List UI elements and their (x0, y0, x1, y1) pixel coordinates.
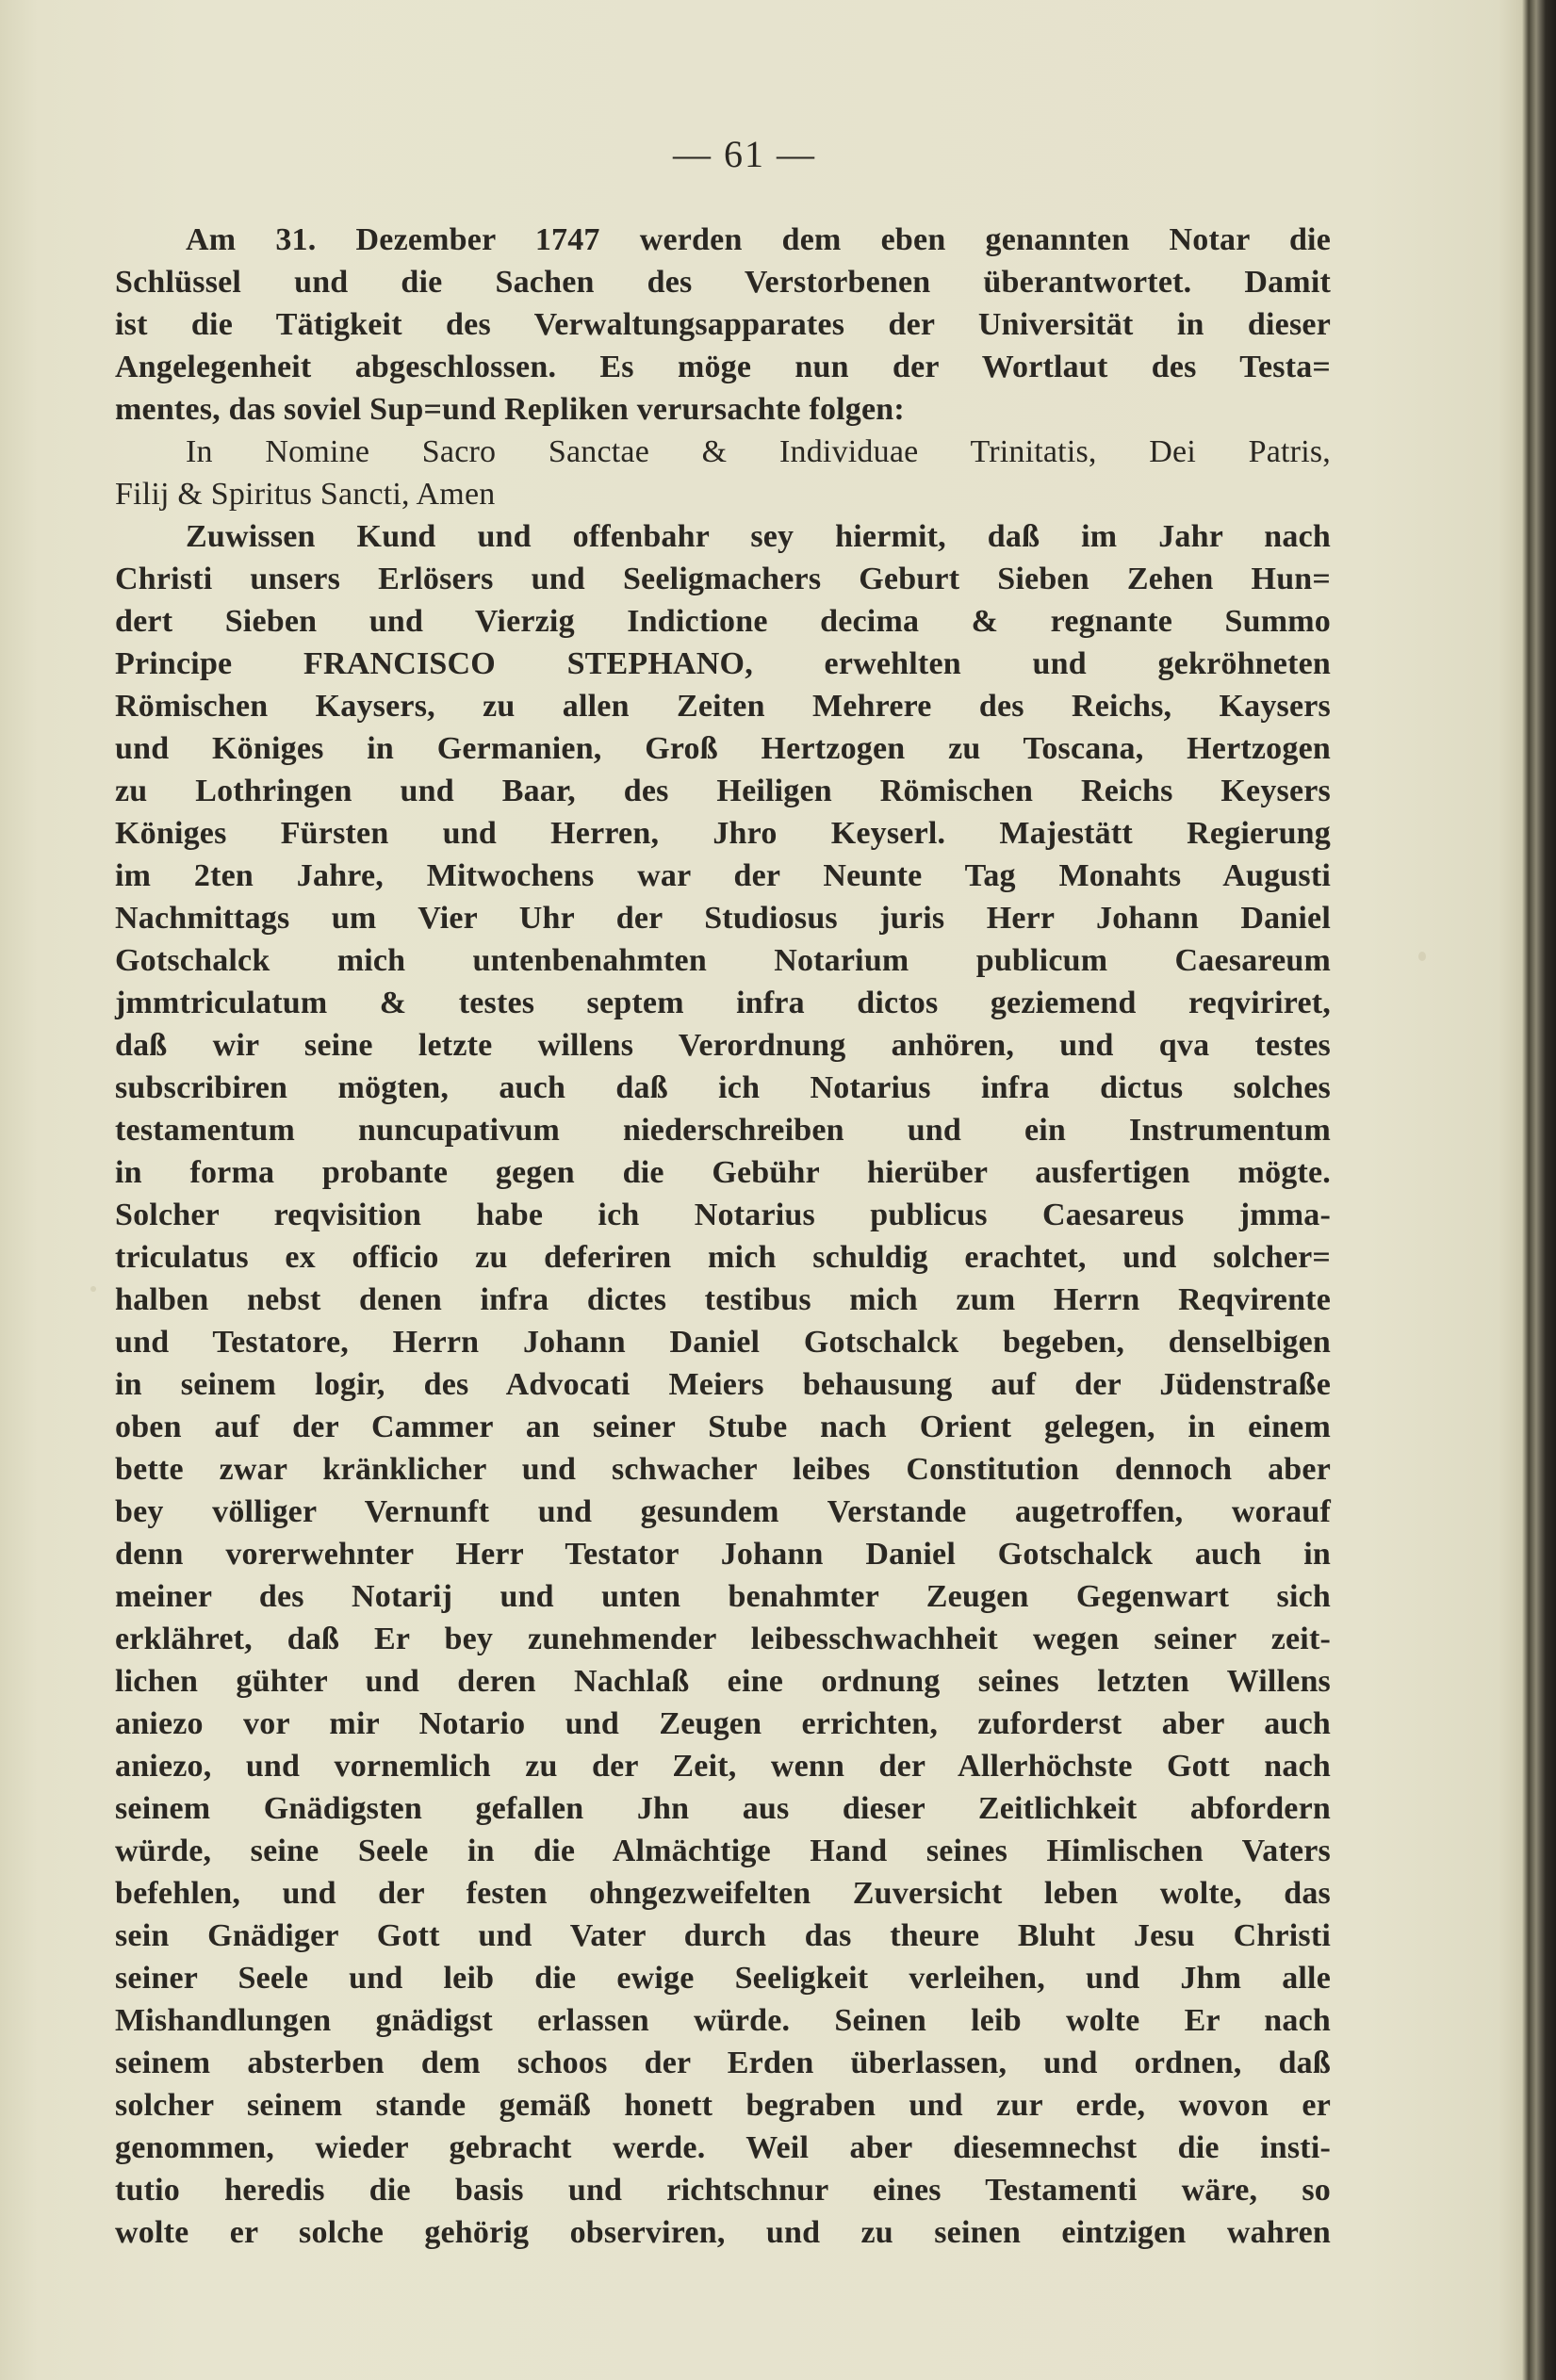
text-line: zu Lothringen und Baar, des Heiligen Römischen Reichs Keysers (115, 774, 1331, 808)
text-line: ist die Tätigkeit des Verwaltungsapparates der Universität in dieser (115, 307, 1331, 342)
text-line: halben nebst denen infra dictes testibus mich zum Herrn Reqvirente (115, 1282, 1331, 1317)
text-line: und Königes in Germanien, Groß Hertzogen zu Toscana, Hertzogen (115, 731, 1331, 766)
text-line: daß wir seine letzte willens Verordnung anhören, und qva testes (115, 1028, 1331, 1063)
text-line: subscribiren mögten, auch daß ich Notarius infra dictus solches (115, 1070, 1331, 1105)
text-line: befehlen, und der festen ohngezweifelten Zuversicht leben wolte, das (115, 1876, 1331, 1911)
text-line: Angelegenheit abgeschlossen. Es möge nun der Wortlaut des Testa= (115, 350, 1331, 384)
text-line: solcher seinem stande gemäß honett begraben und zur erde, wovon er (115, 2088, 1331, 2123)
text-line: im 2ten Jahre, Mitwochens war der Neunte Tag Monahts Augusti (115, 858, 1331, 893)
paragraph (115, 431, 1331, 515)
text-line: und Testatore, Herrn Johann Daniel Gotschalck begeben, denselbigen (115, 1325, 1331, 1360)
page-body-text (115, 219, 1331, 2254)
text-line: aniezo vor mir Notario und Zeugen errichten, zuforderst aber auch (115, 1706, 1331, 1741)
text-line: Filij & Spiritus Sancti, Amen (115, 477, 496, 512)
text-line: jmmtriculatum & testes septem infra dictos geziemend reqviriret, (115, 986, 1331, 1020)
text-line: Schlüssel und die Sachen des Verstorbenen überantwortet. Damit (115, 265, 1331, 300)
text-line: Zuwissen Kund und offenbahr sey hiermit, daß im Jahr nach (186, 519, 1331, 554)
text-line: in forma probante gegen die Gebühr hierüber ausfertigen mögte. (115, 1155, 1331, 1190)
text-line: seinem Gnädigsten gefallen Jhn aus dieser Zeitlichkeit abfordern (115, 1791, 1331, 1826)
text-line: triculatus ex officio zu deferiren mich schuldig erachtet, und solcher= (115, 1240, 1331, 1275)
text-line: Mishandlungen gnädigst erlassen würde. Seinen leib wolte Er nach (115, 2003, 1331, 2038)
text-line: oben auf der Cammer an seiner Stube nach Orient gelegen, in einem (115, 1410, 1331, 1444)
text-line: Gotschalck mich untenbenahmten Notarium publicum Caesareum (115, 943, 1331, 978)
paragraph (115, 515, 1331, 2254)
text-line: Am 31. Dezember 1747 werden dem eben genannten Notar die (186, 222, 1331, 257)
text-line: meiner des Notarij und unten benahmter Zeugen Gegenwart sich (115, 1579, 1331, 1614)
paper-stain (90, 1286, 96, 1292)
text-line: denn vorerwehnter Herr Testator Johann Daniel Gotschalck auch in (115, 1537, 1331, 1572)
text-line: dert Sieben und Vierzig Indictione decima & regnante Summo (115, 604, 1331, 639)
text-line: bette zwar kränklicher und schwacher leibes Constitution dennoch aber (115, 1452, 1331, 1487)
text-line: mentes, das soviel Sup=und Repliken verursachte folgen: (115, 392, 905, 427)
text-line: Nachmittags um Vier Uhr der Studiosus juris Herr Johann Daniel (115, 901, 1331, 936)
text-line: Principe FRANCISCO STEPHANO, erwehlten und gekröhneten (115, 646, 1331, 681)
text-line: erklähret, daß Er bey zunehmender leibesschwachheit wegen seiner zeit- (115, 1622, 1331, 1656)
text-line: Christi unsers Erlösers und Seeligmachers Geburt Sieben Zehen Hun= (115, 562, 1331, 596)
text-line: seinem absterben dem schoos der Erden überlassen, und ordnen, daß (115, 2046, 1331, 2080)
text-line: sein Gnädiger Gott und Vater durch das theure Bluht Jesu Christi (115, 1918, 1331, 1953)
text-line: tutio heredis die basis und richtschnur eines Testamenti wäre, so (115, 2173, 1331, 2208)
text-line: In Nomine Sacro Sanctae & Individuae Trinitatis, Dei Patris, (186, 434, 1331, 469)
text-line: seiner Seele und leib die ewige Seeligkeit verleihen, und Jhm alle (115, 1961, 1331, 1996)
text-line: wolte er solche gehörig observiren, und zu seinen eintzigen wahren (115, 2215, 1331, 2250)
text-line: würde, seine Seele in die Almächtige Hand seines Himlischen Vaters (115, 1834, 1331, 1868)
text-line: genommen, wieder gebracht werde. Weil aber diesemnechst die insti- (115, 2130, 1331, 2165)
text-line: Königes Fürsten und Herren, Jhro Keyserl. Majestätt Regierung (115, 816, 1331, 851)
paper-stain (1418, 952, 1426, 961)
text-line: Römischen Kaysers, zu allen Zeiten Mehrere des Reichs, Kaysers (115, 689, 1331, 724)
text-line: bey völliger Vernunft und gesundem Verstande augetroffen, worauf (115, 1494, 1331, 1529)
text-line: lichen gühter und deren Nachlaß eine ordnung seines letzten Willens (115, 1664, 1331, 1699)
page-number: — 61 — (673, 133, 816, 175)
text-line: testamentum nuncupativum niederschreiben und ein Instrumentum (115, 1113, 1331, 1148)
text-line: Solcher reqvisition habe ich Notarius publicus Caesareus jmma- (115, 1198, 1331, 1232)
paragraph (115, 219, 1331, 431)
text-line: aniezo, und vornemlich zu der Zeit, wenn der Allerhöchste Gott nach (115, 1749, 1331, 1784)
text-line: in seinem logir, des Advocati Meiers behausung auf der Jüdenstraße (115, 1367, 1331, 1402)
